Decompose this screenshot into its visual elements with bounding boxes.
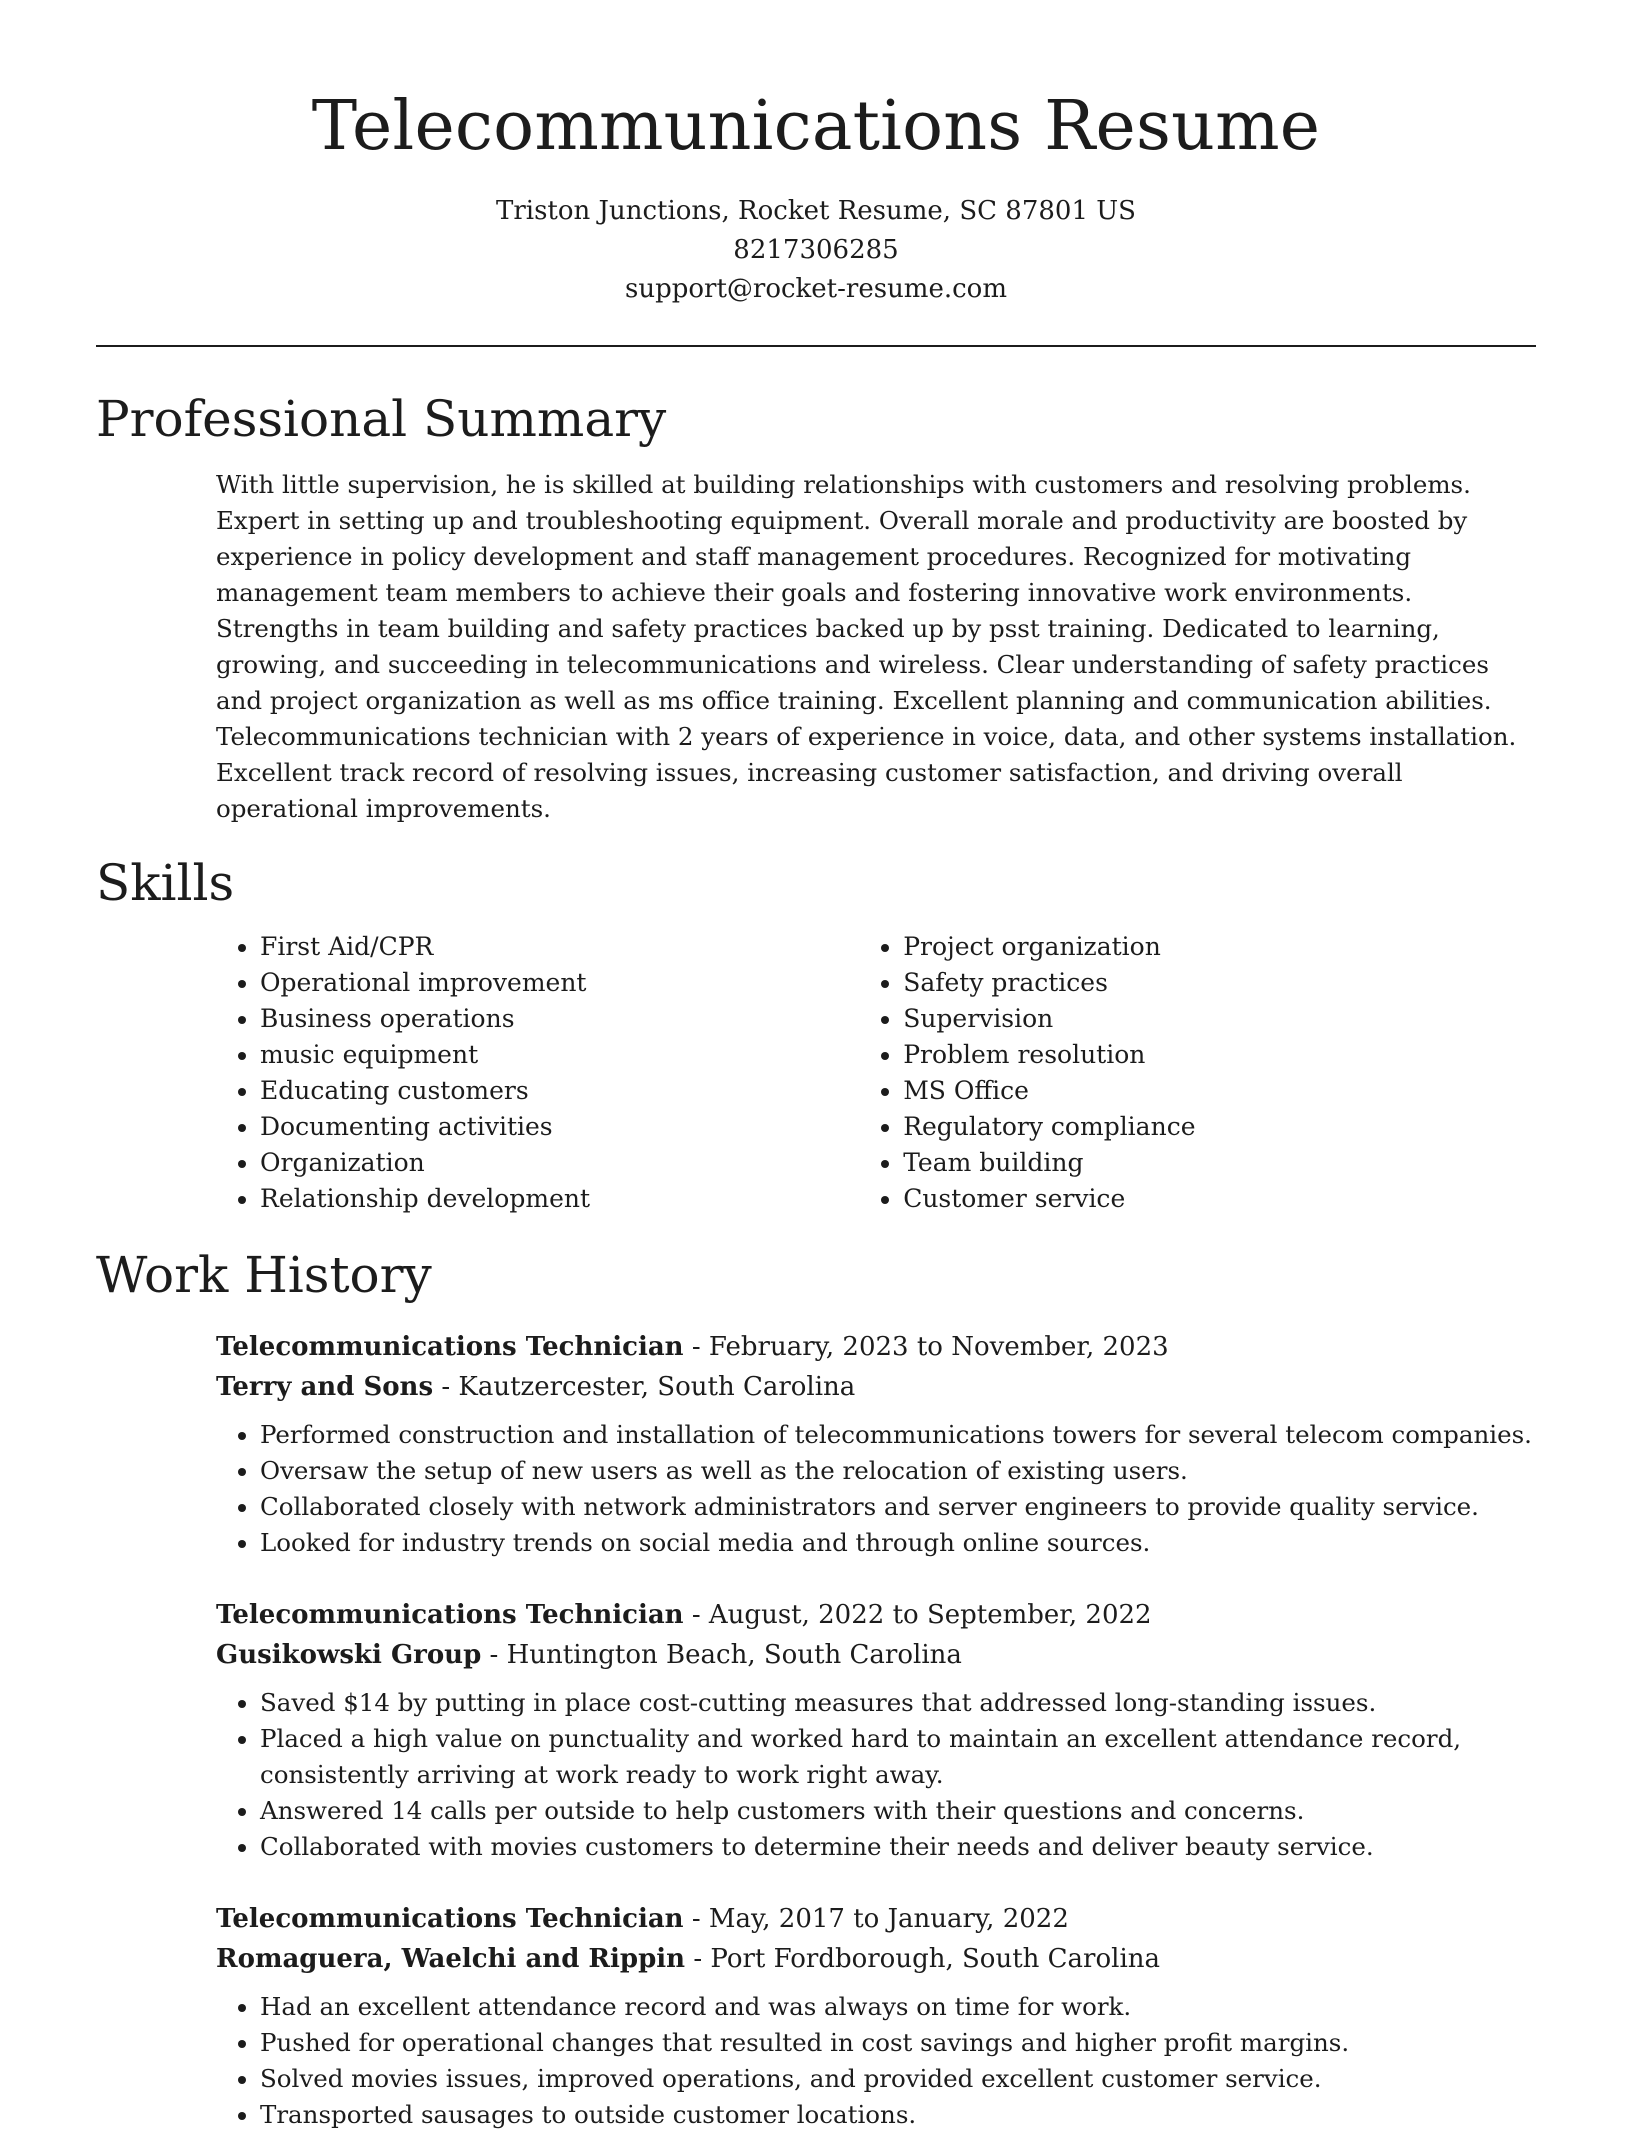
skill-item: • Educating customers (260, 1073, 859, 1109)
job-duties (216, 1417, 1536, 1561)
job-entry (216, 1899, 1536, 2133)
job-duty: • Transported sausages to outside customer locations. (260, 2097, 1536, 2133)
resume-title: Telecommunications Resume (311, 87, 1321, 166)
company-name: Romaguera, Waelchi and Rippin (216, 1944, 686, 1974)
skills-list-right (859, 929, 1536, 1217)
skill-item: • Problem resolution (903, 1037, 1536, 1073)
job-dates: - May, 2017 to January, 2022 (683, 1904, 1069, 1934)
skill-item: • Customer service (903, 1181, 1536, 1217)
company-location: - Port Fordborough, South Carolina (685, 1944, 1161, 1974)
job-title: Telecommunications Technician (216, 1600, 684, 1630)
skills-list-left (216, 929, 859, 1217)
job-entry (216, 1595, 1536, 1865)
skills-columns (216, 929, 1536, 1217)
contact-info (96, 192, 1536, 309)
job-duty: • Saved $14 by putting in place cost-cutting measures that addressed long-standing issues. (260, 1685, 1536, 1721)
job-heading (216, 1327, 1536, 1367)
job-duty: • Pushed for operational changes that resulted in cost savings and higher profit margins. (260, 2025, 1536, 2061)
skill-item: • Supervision (903, 1001, 1536, 1037)
resume-header (96, 0, 1536, 309)
summary-text: With little supervision, he is skilled at building relationships with customers and resolving problems. Expert in setting up and troubleshooting equipment. Overall morale and productivity are boosted by experience in policy development and staff management procedures. Recognized for motivating management team members to achieve their goals and fostering innovative work environments. Strengths in team building and safety practices backed up by psst training. Dedicated to learning, growing, and succeeding in telecommunications and wireless. Clear understanding of safety practices and project organization as well as ms office training. Excellent planning and communication abilities. Telecommunications technician with 2 years of experience in voice, data, and other systems installation. Excellent track record of resolving issues, increasing customer satisfaction, and driving overall operational improvements. (216, 470, 1517, 823)
job-employer (216, 1635, 1536, 1675)
section-title-summary: Professional Summary (96, 390, 667, 448)
section-title-skills: Skills (96, 854, 235, 912)
job-title: Telecommunications Technician (216, 1904, 684, 1934)
job-duty: • Oversaw the setup of new users as well as the relocation of existing users. (260, 1453, 1536, 1489)
job-title: Telecommunications Technician (216, 1332, 684, 1362)
work-history-section (96, 1243, 1536, 2133)
company-name: Gusikowski Group (216, 1640, 482, 1670)
skill-item: • Safety practices (903, 965, 1536, 1001)
job-duties (216, 1989, 1536, 2133)
skill-item: • Relationship development (260, 1181, 859, 1217)
skill-item: • MS Office (903, 1073, 1536, 1109)
skill-item: • Business operations (260, 1001, 859, 1037)
job-duty: • Placed a high value on punctuality and worked hard to maintain an excellent attendance record, consistently arriving at work ready to work right away. (260, 1721, 1536, 1793)
job-dates: - August, 2022 to September, 2022 (683, 1600, 1152, 1630)
skill-item: • Documenting activities (260, 1109, 859, 1145)
job-heading (216, 1595, 1536, 1635)
professional-summary-section (96, 387, 1536, 827)
skill-item: • Organization (260, 1145, 859, 1181)
job-duties (216, 1685, 1536, 1865)
skill-item: • music equipment (260, 1037, 859, 1073)
skill-item: • Operational improvement (260, 965, 859, 1001)
job-duty: • Collaborated closely with network administrators and server engineers to provide quality service. (260, 1489, 1536, 1525)
header-divider (96, 345, 1536, 347)
company-location: - Kautzercester, South Carolina (433, 1372, 856, 1402)
resume-page (96, 0, 1536, 2133)
company-name: Terry and Sons (216, 1372, 434, 1402)
skill-item: • Team building (903, 1145, 1536, 1181)
company-location: - Huntington Beach, South Carolina (481, 1640, 962, 1670)
job-duty: • Collaborated with movies customers to determine their needs and deliver beauty service. (260, 1829, 1536, 1865)
contact-address: Triston Junctions, Rocket Resume, SC 87801 US (496, 196, 1136, 226)
job-duty: • Looked for industry trends on social media and through online sources. (260, 1525, 1536, 1561)
skill-item: • First Aid/CPR (260, 929, 859, 965)
section-title-work-history: Work History (96, 1246, 432, 1304)
job-duty: • Answered 14 calls per outside to help customers with their questions and concerns. (260, 1793, 1536, 1829)
job-duty: • Performed construction and installation of telecommunications towers for several telecom companies. (260, 1417, 1536, 1453)
skills-section (96, 851, 1536, 1217)
job-employer (216, 1939, 1536, 1979)
job-heading (216, 1899, 1536, 1939)
job-dates: - February, 2023 to November, 2023 (683, 1332, 1169, 1362)
job-entry (216, 1327, 1536, 1561)
job-duty: • Solved movies issues, improved operations, and provided excellent customer service. (260, 2061, 1536, 2097)
contact-email: support@rocket-resume.com (624, 274, 1007, 304)
skill-item: • Project organization (903, 929, 1536, 965)
job-duty: • Had an excellent attendance record and was always on time for work. (260, 1989, 1536, 2025)
contact-phone: 8217306285 (733, 235, 899, 265)
job-employer (216, 1367, 1536, 1407)
skill-item: • Regulatory compliance (903, 1109, 1536, 1145)
